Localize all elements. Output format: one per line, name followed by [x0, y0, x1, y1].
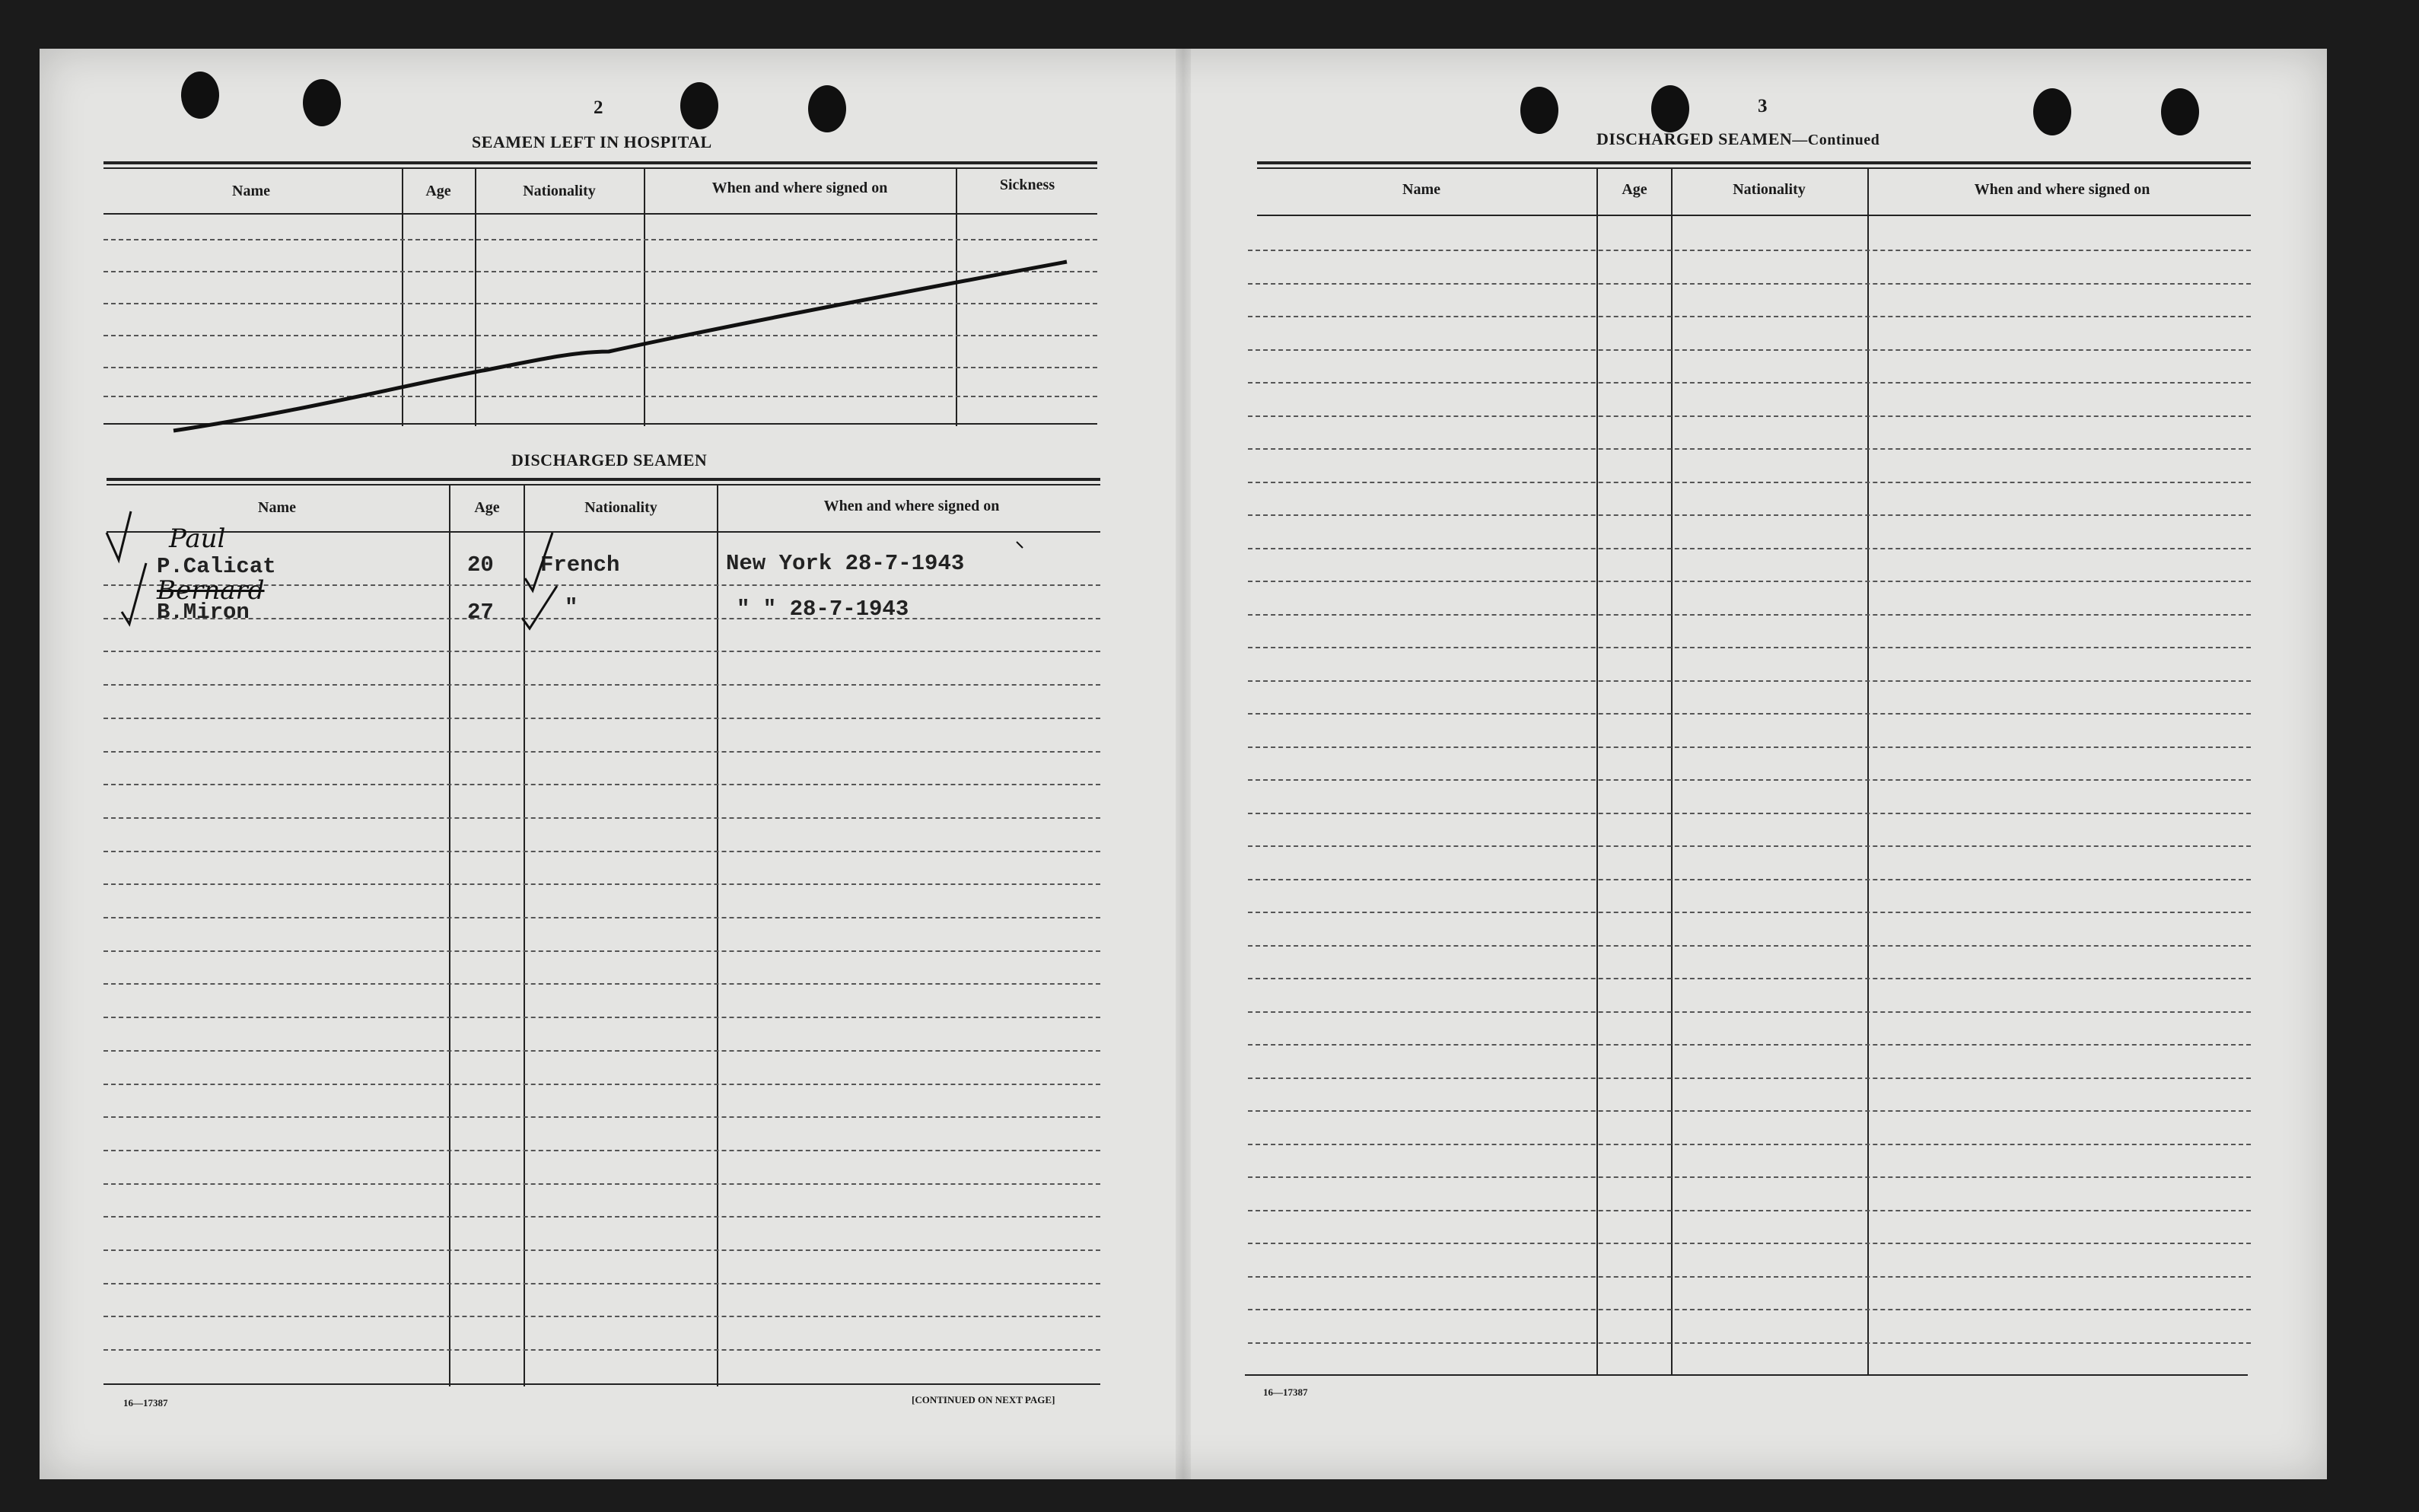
check-mark	[525, 533, 552, 590]
page-number: 3	[1758, 96, 1768, 116]
column-header-age: Age	[425, 183, 451, 199]
check-mark	[122, 563, 146, 624]
seaman-age: 27	[467, 600, 494, 625]
hospital-section-title: SEAMEN LEFT IN HOSPITAL	[472, 132, 712, 151]
seaman-signed-on: " " 28-7-1943	[737, 597, 909, 622]
column-header-nationality: Nationality	[1733, 181, 1806, 198]
column-header-name: Name	[1402, 181, 1440, 198]
form-number: 16—17387	[1263, 1386, 1308, 1398]
column-header-age: Age	[1622, 181, 1647, 198]
check-mark	[107, 511, 131, 560]
column-header-age: Age	[474, 499, 500, 516]
handwritten-first-name: Paul	[169, 524, 226, 554]
discharged-section-title: DISCHARGED SEAMEN	[511, 450, 708, 470]
seaman-nationality: French	[540, 552, 620, 578]
column-header-signed-on: When and where signed on	[823, 498, 1000, 514]
continued-note: [CONTINUED ON NEXT PAGE]	[912, 1394, 1055, 1405]
title-main: DISCHARGED SEAMEN	[1596, 129, 1793, 148]
seaman-signed-on: New York 28-7-1943	[726, 551, 965, 576]
column-header-name: Name	[232, 183, 270, 199]
seaman-nationality: "	[565, 595, 578, 620]
page-number: 2	[594, 97, 603, 118]
form-number: 16—17387	[123, 1397, 168, 1409]
column-header-signed-on: When and where signed on	[711, 180, 888, 196]
title-suffix: —Continued	[1792, 132, 1880, 148]
diagonal-strike-line	[173, 262, 1067, 431]
check-mark	[522, 586, 557, 629]
column-header-signed-on: When and where signed on	[1974, 181, 2150, 198]
column-header-nationality: Nationality	[523, 183, 596, 199]
seaman-name: P.Calicat	[157, 554, 276, 579]
seaman-name: B.Miron	[157, 600, 250, 625]
column-header-nationality: Nationality	[584, 499, 657, 516]
seaman-age: 20	[467, 552, 494, 578]
column-header-name: Name	[258, 499, 296, 516]
handwritten-first-name: Bernard	[157, 575, 265, 606]
check-mark	[1017, 542, 1023, 548]
column-header-sickness: Sickness	[999, 177, 1055, 193]
